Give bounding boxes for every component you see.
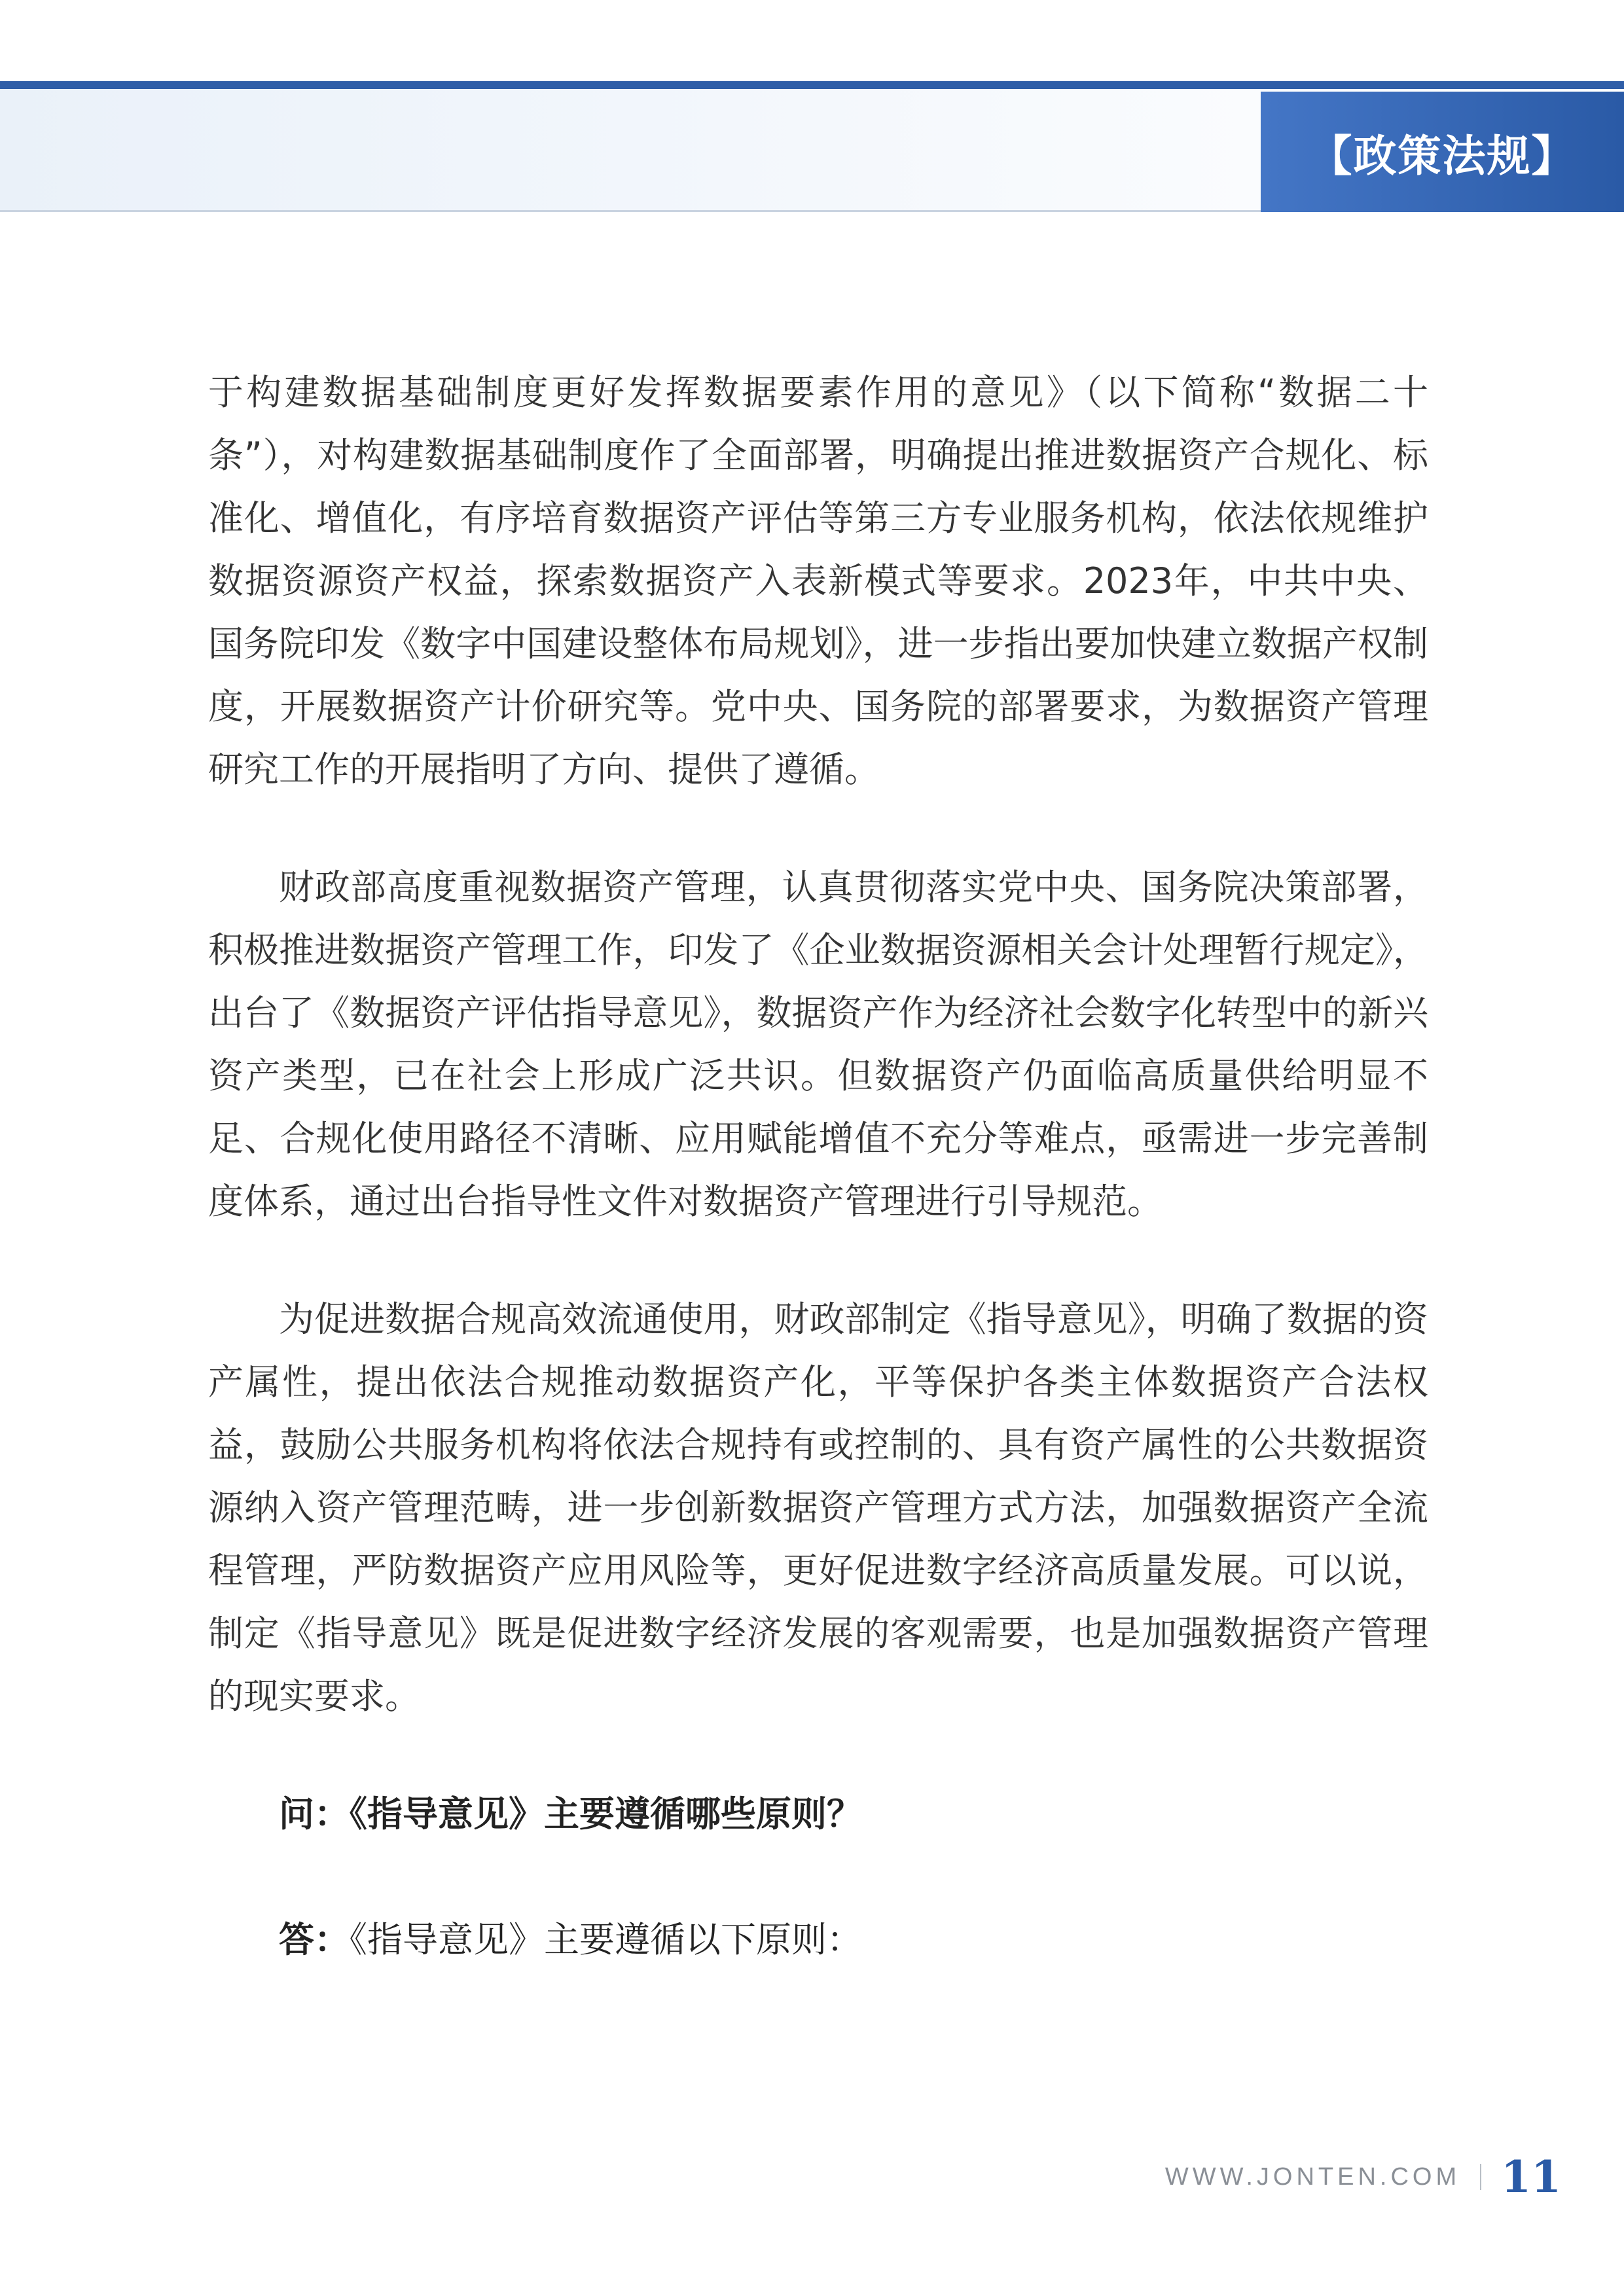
question-line	[208, 1783, 1428, 1846]
page-footer	[1165, 2151, 1561, 2203]
answer-label: 答：	[279, 1919, 350, 1960]
question-label: 问：	[279, 1793, 350, 1835]
page-number: 11	[1501, 2151, 1561, 2202]
footer-url: WWW.JONTEN.COM	[1164, 2162, 1461, 2191]
answer-line	[208, 1909, 1428, 1971]
section-tag: 【政策法规】	[1261, 92, 1624, 212]
paragraph-2: 财政部高度重视数据资产管理，认真贯彻落实党中央、国务院决策部署，积极推进数据资产管理工作，印发了《企业数据资源相关会计处理暂行规定》，出台了《数据资产评估指导意见》，数据资产作为经济社会数字化转型中的新兴资产类型，已在社会上形成广泛共识。但数据资产仍面临高质量供给明显不足、合规化使用路径不清晰、应用赋能增值不充分等难点，亟需进一步完善制度体系，通过出台指导性文件对数据资产管理进行引导规范。	[208, 867, 1428, 1222]
paragraph-1: 于构建数据基础制度更好发挥数据要素作用的意见》（以下简称“数据二十条”），对构建数据基础制度作了全面部署，明确提出推进数据资产合规化、标准化、增值化，有序培育数据资产评估等第三方专业服务机构，依法依规维护数据资源资产权益，探索数据资产入表新模式等要求。2023年，中共中央、国务院印发《数字中国建设整体布局规划》，进一步指出要加快建立数据产权制度，开展数据资产计价研究等。党中央、国务院的部署要求，为数据资产管理研究工作的开展指明了方向、提供了遵循。	[208, 372, 1428, 790]
question-text: 《指导意见》主要遵循哪些原则？	[350, 1793, 862, 1835]
paragraph-3: 为促进数据合规高效流通使用，财政部制定《指导意见》，明确了数据的资产属性，提出依法合规推动数据资产化，平等保护各类主体数据资产合法权益，鼓励公共服务机构将依法合规持有或控制的、具有资产属性的公共数据资源纳入资产管理范畴，进一步创新数据资产管理方式方法，加强数据资产全流程管理，严防数据资产应用风险等，更好促进数字经济高质量发展。可以说，制定《指导意见》既是促进数字经济发展的客观需要，也是加强数据资产管理的现实要求。	[208, 1299, 1428, 1717]
answer-text: 《指导意见》主要遵循以下原则：	[350, 1919, 862, 1960]
footer-divider	[1480, 2164, 1481, 2190]
article-body	[208, 361, 1428, 1971]
